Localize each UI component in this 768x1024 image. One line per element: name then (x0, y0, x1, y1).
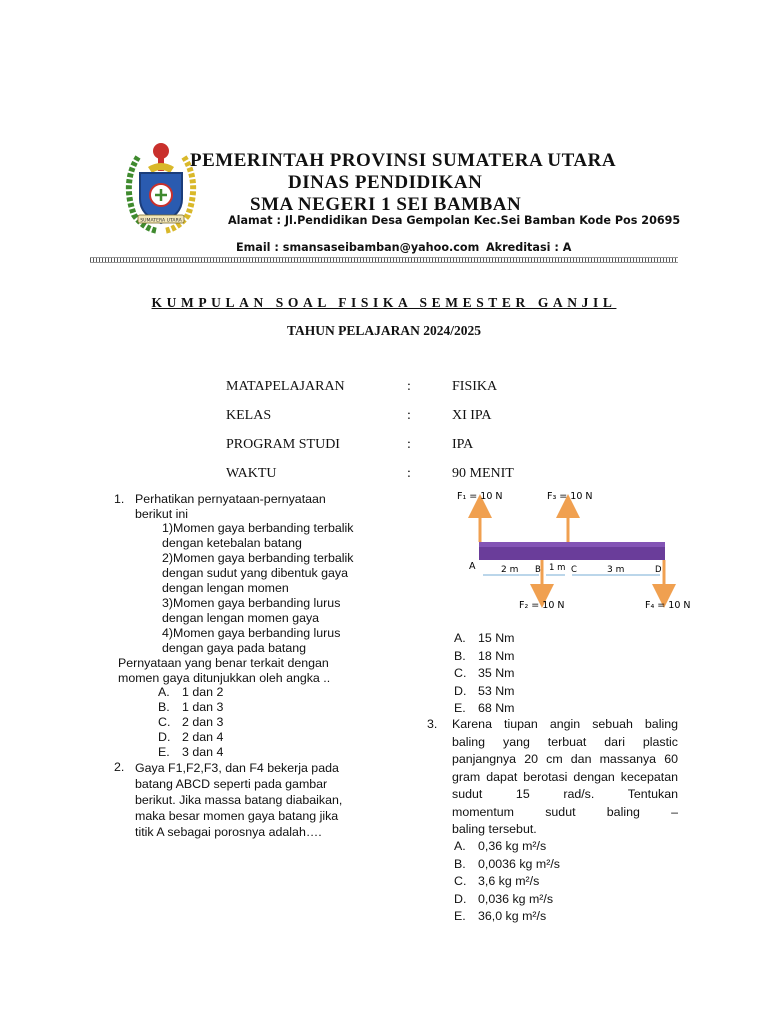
option-text: 15 Nm (478, 631, 515, 645)
closing-line: momen gaya ditunjukkan oleh angka .. (118, 671, 331, 685)
option-a[interactable] (454, 630, 515, 648)
rod-highlight (479, 542, 665, 547)
question-2-line: Gaya F1,F2,F3, dan F4 bekerja pada (135, 761, 339, 775)
letterhead-accreditation: Akreditasi : A (486, 241, 572, 254)
label-dist-ab: 2 m (501, 565, 519, 575)
info-label-class: KELAS (226, 408, 272, 423)
question-1-closing (118, 656, 330, 686)
question-3-line: sudut 15 rad/s. Tentukan (452, 787, 678, 801)
option-letter: E. (158, 745, 170, 759)
option-letter: B. (158, 700, 170, 714)
closing-line: Pernyataan yang benar terkait dengan (118, 656, 329, 670)
statement-line: dengan lengan momen gaya (162, 611, 320, 625)
question-2-line: maka besar momen gaya batang jika (135, 809, 339, 823)
option-c[interactable] (158, 715, 223, 730)
question-3-stem (452, 716, 678, 839)
question-3-line: panjangnya 20 cm dan massanya 60 (452, 752, 678, 766)
option-d[interactable] (454, 683, 515, 701)
force-diagram (455, 486, 695, 612)
question-2-stem (135, 760, 342, 840)
option-text: 2 dan 4 (182, 730, 224, 744)
info-label-program: PROGRAM STUDI (226, 437, 340, 452)
letterhead-divider (90, 257, 678, 263)
question-2-number: 2. (114, 760, 125, 774)
option-text: 1 dan 2 (182, 685, 224, 699)
label-dist-cd: 3 m (607, 565, 625, 575)
question-1-stem-line: Perhatikan pernyataan-pernyataan (135, 492, 326, 506)
label-point-d: D (655, 565, 662, 575)
document-title (0, 295, 768, 311)
label-f1: F₁ = 10 N (457, 491, 503, 502)
label-point-b: B (535, 565, 541, 575)
question-1-stem-line: berikut ini (135, 507, 189, 521)
statement-line: dengan sudut yang dibentuk gaya (162, 566, 349, 580)
emblem-ribbon-text: SUMATERA UTARA (140, 218, 182, 224)
option-text: 2 dan 3 (182, 715, 224, 729)
option-text: 53 Nm (478, 683, 515, 698)
label-f3: F₃ = 10 N (547, 491, 593, 502)
info-value-subject: FISIKA (452, 379, 498, 394)
question-3-line: momentum sudut baling – (452, 804, 678, 819)
option-letter: E. (454, 909, 466, 923)
letterhead-address: Alamat : Jl.Pendidikan Desa Gempolan Kec.Sei Bamban Kode Pos 20695 (228, 214, 681, 227)
info-colon: : (407, 408, 411, 423)
question-1-number: 1. (114, 492, 125, 506)
letterhead-email: Email : smansaseibamban@yahoo.com (236, 241, 480, 254)
statement-line: dengan lengan momen (162, 581, 289, 595)
option-letter: A. (454, 631, 466, 645)
statement-line: 4)Momen gaya berbanding lurus (162, 626, 341, 640)
question-3-line: baling yang terbuat dari plastic (452, 734, 678, 749)
option-text: 0,0036 kg m²/s (478, 856, 560, 871)
option-letter: C. (158, 715, 171, 729)
option-b[interactable] (454, 856, 560, 874)
letterhead-department: DINAS PENDIDIKAN (288, 172, 483, 193)
question-3-line: baling tersebut. (452, 822, 537, 836)
option-letter: D. (454, 891, 467, 906)
question-1-stem (135, 492, 326, 522)
statement-line: dengan gaya pada batang (162, 641, 307, 655)
question-2-options (454, 630, 515, 718)
question-2-line: batang ABCD seperti pada gambar (135, 777, 328, 791)
option-text: 3,6 kg m²/s (478, 874, 540, 888)
option-d[interactable] (454, 891, 560, 909)
info-label-time: WAKTU (226, 466, 277, 481)
option-letter: D. (454, 683, 467, 698)
label-f4: F₄ = 10 N (645, 600, 691, 611)
info-colon: : (407, 379, 411, 394)
info-colon: : (407, 466, 411, 481)
question-3-line: gram dapat berotasi dengan kecepatan (452, 769, 678, 784)
statement-line: dengan ketebalan batang (162, 536, 302, 550)
option-e[interactable] (454, 700, 515, 718)
question-2-line: titik A sebagai porosnya adalah…. (135, 825, 322, 839)
letterhead-school-name: SMA NEGERI 1 SEI BAMBAN (250, 194, 522, 215)
option-text: 1 dan 3 (182, 700, 224, 714)
option-d[interactable] (158, 730, 223, 745)
option-b[interactable] (158, 700, 223, 715)
option-text: 68 Nm (478, 701, 515, 715)
document-title-text: KUMPULAN SOAL FISIKA SEMESTER GANJIL (151, 295, 617, 310)
option-letter: C. (454, 666, 467, 680)
question-1-options (158, 685, 223, 760)
statement-line: 3)Momen gaya berbanding lurus (162, 596, 341, 610)
option-text: 0,036 kg m²/s (478, 891, 554, 906)
question-3-number: 3. (427, 717, 438, 731)
option-e[interactable] (158, 745, 223, 760)
option-letter: A. (454, 839, 466, 853)
option-letter: A. (158, 685, 170, 699)
option-letter: C. (454, 874, 467, 888)
info-value-time: 90 MENIT (452, 466, 514, 481)
info-value-program: IPA (452, 437, 474, 452)
info-label-subject: MATAPELAJARAN (226, 379, 345, 394)
option-c[interactable] (454, 873, 560, 891)
option-a[interactable] (454, 838, 560, 856)
statement-line: 2)Momen gaya berbanding terbalik (162, 551, 354, 565)
question-3-line: Karena tiupan angin sebuah baling (452, 717, 678, 731)
force-diagram-graphic (455, 486, 695, 612)
question-3-options (454, 838, 560, 926)
option-text: 3 dan 4 (182, 745, 224, 759)
academic-year: TAHUN PELAJARAN 2024/2025 (286, 323, 481, 338)
option-b[interactable] (454, 648, 515, 666)
option-letter: D. (158, 730, 171, 744)
option-c[interactable] (454, 665, 515, 683)
letterhead-government: PEMERINTAH PROVINSI SUMATERA UTARA (190, 150, 617, 171)
label-point-c: C (571, 565, 577, 575)
option-text: 36,0 kg m²/s (478, 909, 547, 923)
statement-line: 1)Momen gaya berbanding terbalik (162, 521, 354, 535)
option-letter: E. (454, 701, 466, 715)
label-point-a: A (469, 561, 476, 572)
info-colon: : (407, 437, 411, 452)
option-text: 18 Nm (478, 648, 515, 663)
option-letter: B. (454, 648, 466, 663)
option-text: 35 Nm (478, 666, 515, 680)
question-2-line: berikut. Jika massa batang diabaikan, (135, 793, 343, 807)
option-letter: B. (454, 856, 466, 871)
option-e[interactable] (454, 908, 560, 926)
question-1-statements (162, 521, 353, 656)
option-text: 0,36 kg m²/s (478, 839, 547, 853)
option-a[interactable] (158, 685, 223, 700)
info-value-class: XI IPA (452, 408, 492, 423)
label-dist-bc: 1 m (549, 563, 566, 573)
label-f2: F₂ = 10 N (519, 600, 565, 611)
